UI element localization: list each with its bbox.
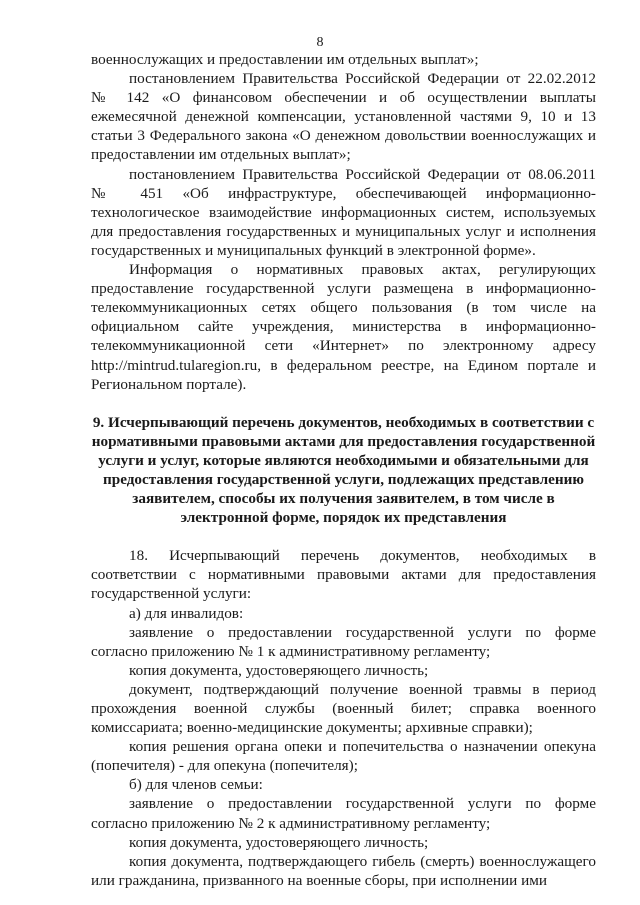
paragraph: копия документа, удостоверяющего личность;	[129, 833, 429, 851]
paragraph: копия документа, подтверждающего гибель (смерть) военнослужащего или гражданина, призванного на военные сборы, при исполнении ими	[91, 852, 596, 889]
paragraph: документ, подтверждающий получение военной травмы в период прохождения военной службы (военный билет; справка военного комиссариата; военно-медицинские документы; архивные справки);	[91, 680, 596, 737]
list-label: а) для инвалидов:	[129, 604, 244, 622]
paragraph: заявление о предоставлении государственной услуги по форме согласно приложению № 2 к административному регламенту;	[91, 795, 596, 832]
paragraph: постановлением Правительства Российской Федерации от 22.02.2012 № 142 «О финансовом обеспечении и об осуществлении выплаты ежемесячной денежной компенсации, установленной частями 9, 10 и 13 статьи 3 Федерального закона «О денежном довольствии военнослужащих и предоставлении им отдельных выплат»;	[91, 70, 596, 164]
spacer	[91, 394, 596, 413]
paragraph: заявление о предоставлении государственной услуги по форме согласно приложению № 1 к административному регламенту;	[91, 623, 596, 660]
paragraph: копия решения органа опеки и попечительства о назначении опекуна (попечителя) - для опекуна (попечителя);	[91, 738, 596, 775]
page-number: 8	[316, 35, 324, 50]
paragraph: военнослужащих и предоставлении им отдельных выплат»;	[91, 51, 479, 68]
paragraph: постановлением Правительства Российской Федерации от 08.06.2011 № 451 «Об инфраструктуре, обеспечивающей информационно-технологическое взаимодействие информационных систем, используемых для предоставления государственных и муниципальных услуг и исполнения государственных и муниципальных функций в электронной форме».	[91, 165, 596, 259]
list-label: б) для членов семьи:	[129, 776, 263, 794]
section-heading: 9. Исчерпывающий перечень документов, необходимых в соответствии с нормативными правовыми актами для предоставления государственной услуги и услуг, которые являются необходимыми и обязательными для предоставления государственной услуги, подлежащих представлению заявителем, способы их получения заявителем, в том числе в электронной форме, порядок их представления	[91, 413, 596, 527]
spacer	[91, 527, 596, 546]
paragraph: копия документа, удостоверяющего личность;	[129, 661, 429, 679]
paragraph: 18. Исчерпывающий перечень документов, необходимых в соответствии с нормативными правовыми актами для предоставления государственной услуги:	[91, 547, 596, 603]
document-body	[91, 50, 596, 890]
paragraph: Информация о нормативных правовых актах, регулирующих предоставление государственной услуги размещена в информационно-телекоммуникационных сетях общего пользования (в том числе на официальном сайте учреждения, министерства в информационно-телекоммуникационной сети «Интернет» по электронному адресу http://mintrud.tularegion.ru, в федеральном реестре, на Едином портале и Региональном портале).	[91, 261, 596, 393]
